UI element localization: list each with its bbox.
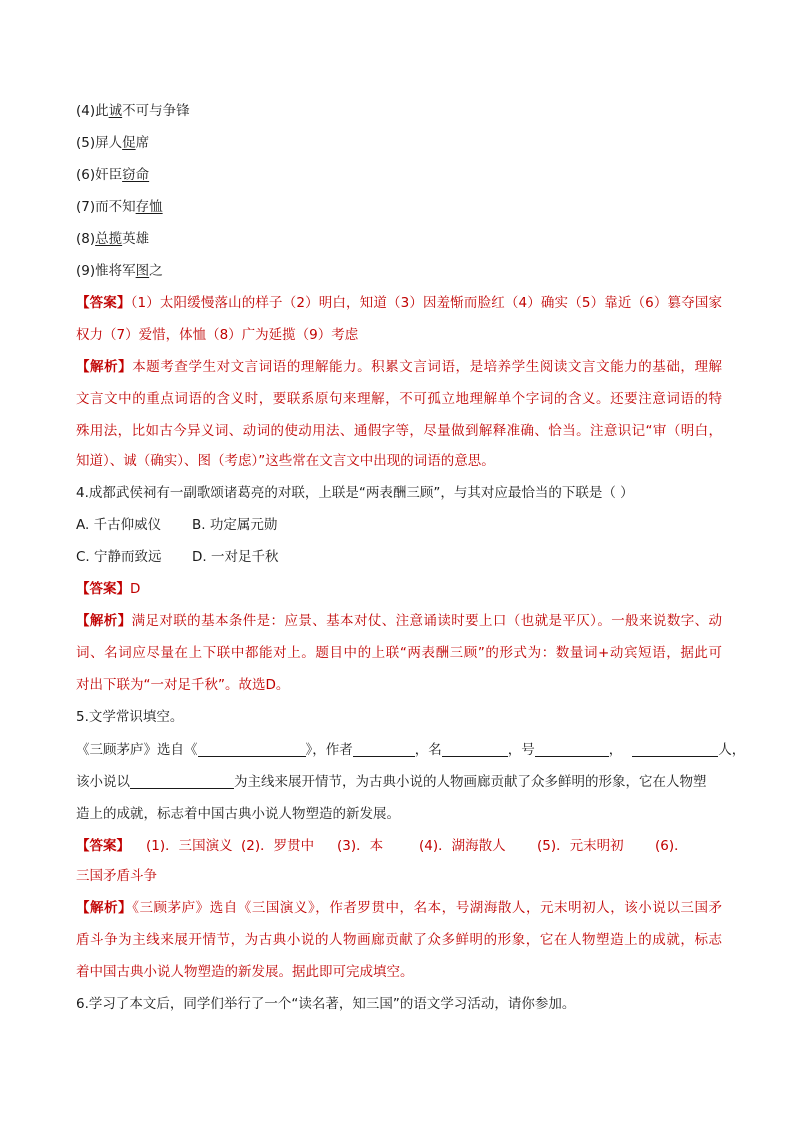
- analysis-text: 满足对联的基本条件是：应景、基本对仗、注意诵读时要上口（也就是平仄）。一般来说数字、动: [131, 613, 723, 629]
- analysis-tag: 【解析】: [76, 900, 133, 916]
- q5-answer-line: [76, 836, 688, 856]
- item-number: (9): [76, 263, 96, 279]
- answer-text: D: [130, 581, 141, 597]
- item-number: (7): [76, 199, 96, 215]
- fill-blank-6[interactable]: [130, 773, 234, 789]
- analysis-tag: 【解析】: [76, 613, 132, 629]
- fill-text: 为主线来展开情节，为古典小说的人物画廊贡献了众多鲜明的形象，它在人物塑: [234, 774, 707, 790]
- answer-tag: 【答案】: [76, 581, 130, 597]
- q4-analysis-line: [76, 611, 722, 631]
- answer-tag: 【答案】: [76, 838, 130, 854]
- q5-question: 5.文学常识填空。: [76, 709, 184, 725]
- item-number: (4): [76, 103, 96, 119]
- underlined-word: 存恤: [135, 199, 163, 215]
- item-text: 奸臣: [95, 167, 123, 183]
- answer-4: (4)．湖海散人: [419, 838, 506, 854]
- item-text: 此: [95, 103, 109, 119]
- q5-fill-line-2: [76, 772, 707, 792]
- item-number: (5): [76, 135, 96, 151]
- underlined-word: 图: [135, 263, 150, 279]
- answer-tag: 【答案】: [76, 295, 131, 311]
- analysis-text: 本题考查学生对文言词语的理解能力。积累文言词语，是培养学生阅读文言文能力的基础，理解: [132, 359, 723, 375]
- answer-6: (6)．: [655, 838, 688, 854]
- underlined-word: 窃命: [122, 167, 150, 183]
- q5-fill-line-1: [76, 740, 745, 760]
- fill-blank-5[interactable]: [632, 741, 718, 757]
- fill-blank-2[interactable]: [353, 741, 415, 757]
- q3-analysis-line-2: 文言文中的重点词语的含义时，要联系原句来理解，不可孤立地理解单个字词的含义。还要注意词语的特: [76, 391, 722, 407]
- option-a: A. 千古仰威仪: [76, 517, 162, 533]
- item-9: [76, 261, 163, 281]
- q5-analysis-line-2: 盾斗争为主线来展开情节，为古典小说的人物画廊贡献了众多鲜明的形象，它在人物塑造上的成就，标志: [76, 932, 722, 948]
- underlined-word: 促: [122, 135, 136, 151]
- q5-fill-line-3: 造上的成就，标志着中国古典小说人物塑造的新发展。: [76, 806, 400, 822]
- analysis-text: 《三顾茅庐》选自《三国演义》，作者罗贯中，名本，号湖海散人，元末明初人，该小说以三国矛: [132, 900, 723, 916]
- fill-text: 该小说以: [76, 774, 130, 790]
- q3-answer-line: [76, 293, 722, 313]
- item-4: [76, 101, 190, 121]
- fill-blank-1[interactable]: [198, 741, 306, 757]
- fill-text: ，: [608, 742, 623, 758]
- q4-options-row-2: [76, 547, 278, 567]
- item-number: (8): [76, 231, 96, 247]
- item-7: [76, 197, 163, 217]
- q3-analysis-line-3: 殊用法，比如古今异义词、动词的使动用法、通假字等，尽量做到解释准确、恰当。注意识记“审（明白，: [76, 423, 722, 439]
- q4-options-row-1: [76, 515, 277, 535]
- analysis-tag: 【解析】: [76, 359, 133, 375]
- fill-blank-3[interactable]: [442, 741, 508, 757]
- q4-answer-line: [76, 579, 140, 599]
- item-text: 不可与争锋: [122, 103, 190, 119]
- analysis-text: 知道）、诚（确实）、图（考虑）”: [76, 453, 266, 469]
- q5-analysis-line-3: 着中国古典小说人物塑造的新发展。据此即可完成填空。: [76, 964, 414, 980]
- answer-5: (5)．元末明初: [537, 838, 624, 854]
- analysis-text: 这些常在文言文中出现的词语的意思。: [265, 453, 495, 469]
- fill-text: ，名: [414, 742, 442, 758]
- q4-question: 4.成都武侯祠有一副歌颂诸葛亮的对联，上联是“两表酬三顾”，与其对应最恰当的下联是（ ）: [76, 485, 634, 501]
- option-c: C. 宁静而致远: [76, 549, 162, 565]
- item-6: [76, 165, 149, 185]
- item-text: 之: [149, 263, 163, 279]
- fill-text: 》，作者: [305, 742, 353, 758]
- answer-1: (1)．三国演义: [146, 838, 233, 854]
- item-text: 而不知: [95, 199, 136, 215]
- q5-answer-line-2: 三国矛盾斗争: [76, 868, 157, 884]
- underlined-word: 总揽: [95, 231, 123, 247]
- fill-text: ，号: [507, 742, 535, 758]
- q4-analysis-line-3: 对出下联为“一对足千秋”。故选D。: [76, 677, 290, 693]
- q5-analysis-line: [76, 898, 722, 918]
- fill-text: 《三顾茅庐》选自《: [76, 742, 198, 758]
- item-5: [76, 133, 149, 153]
- item-text: 席: [135, 135, 150, 151]
- q4-analysis-line-2: 词、名词应尽量在上下联中都能对上。题目中的上联“两表酬三顾”的形式为：数量词+动宾短语，据此可: [76, 645, 722, 661]
- fill-blank-4[interactable]: [535, 741, 609, 757]
- answer-text: （1）太阳缓慢落山的样子（2）明白，知道（3）因羞惭而脸红（4）确实（5）靠近（6）篡夺国家: [130, 295, 722, 311]
- option-d: D. 一对足千秋: [192, 549, 279, 565]
- underlined-word: 诚: [108, 103, 123, 119]
- item-text: 英雄: [122, 231, 150, 247]
- item-text: 屏人: [95, 135, 123, 151]
- q3-answer-line-2: 权力（7）爱惜，体恤（8）广为延揽（9）考虑: [76, 327, 359, 343]
- answer-2: (2)．罗贯中: [241, 838, 315, 854]
- q3-analysis-line: [76, 357, 722, 377]
- item-number: (6): [76, 167, 96, 183]
- item-text: 惟将军: [95, 263, 136, 279]
- option-b: B. 功定属元勋: [192, 517, 278, 533]
- answer-3: (3)．本: [337, 838, 384, 854]
- q3-analysis-line-4: [76, 451, 495, 471]
- fill-text: 人，: [718, 742, 746, 758]
- q6-question: 6.学习了本文后，同学们举行了一个“读名著，知三国”的语文学习活动，请你参加。: [76, 996, 576, 1012]
- item-8: [76, 229, 149, 249]
